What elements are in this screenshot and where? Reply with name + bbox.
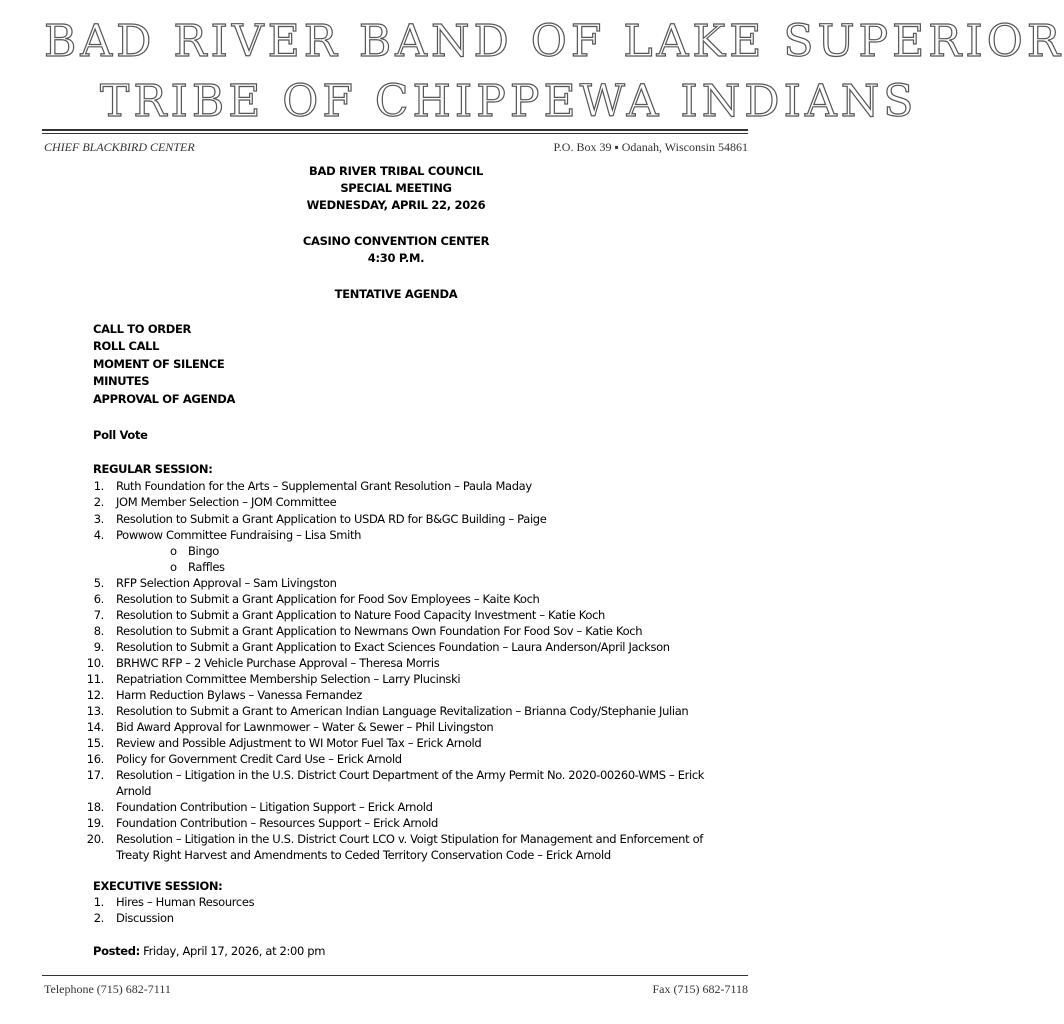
item-number: 2. [93, 911, 104, 925]
item-number: 19. [86, 816, 104, 830]
agenda-item: Powwow Committee Fundraising – Lisa Smith [116, 528, 362, 542]
agenda-item: Resolution to Submit a Grant Application to USDA RD for B&GC Building – Paige [116, 512, 547, 526]
agenda-item: Resolution to Submit a Grant Application for Food Sov Employees – Kaite Koch [116, 592, 540, 606]
item-number: 10. [86, 656, 104, 670]
item-number: 3. [93, 512, 104, 526]
agenda-item: Harm Reduction Bylaws – Vanessa Fernandez [116, 688, 362, 702]
executive-session-heading: EXECUTIVE SESSION: [93, 879, 223, 893]
executive-item: Discussion [116, 911, 174, 925]
meeting-date: WEDNESDAY, APRIL 22, 2026 [306, 198, 486, 212]
agenda-item: Resolution to Submit a Grant Application to Exact Sciences Foundation – Laura Anderson/April Jackson [116, 640, 670, 654]
item-number: 12. [86, 688, 104, 702]
agenda-item-continuation: Arnold [116, 784, 152, 798]
agenda-item: Repatriation Committee Membership Selection – Larry Plucinski [116, 672, 461, 686]
agenda-item: Policy for Government Credit Card Use – Erick Arnold [116, 752, 402, 766]
item-number: 7. [93, 608, 104, 622]
telephone: Telephone (715) 682-7111 [44, 982, 171, 996]
agenda-item: Resolution to Submit a Grant Application to Nature Food Capacity Investment – Katie Koch [116, 608, 605, 622]
item-number: 9. [93, 640, 104, 654]
item-number: 1. [93, 895, 104, 909]
sub-item-bingo: Bingo [188, 544, 219, 558]
letterhead-title-line2: TRIBE OF CHIPPEWA INDIANS [100, 76, 918, 127]
item-number: 18. [86, 800, 104, 814]
meeting-time: 4:30 P.M. [367, 251, 425, 265]
poll-vote: Poll Vote [93, 428, 148, 442]
regular-session-heading: REGULAR SESSION: [93, 462, 213, 476]
council-name: BAD RIVER TRIBAL COUNCIL [309, 164, 483, 178]
agenda-item: Foundation Contribution – Resources Support – Erick Arnold [116, 816, 438, 830]
opening-item: APPROVAL OF AGENDA [93, 392, 236, 406]
agenda-item: Ruth Foundation for the Arts – Supplemental Grant Resolution – Paula Maday [116, 479, 532, 493]
item-number: 6. [93, 592, 104, 606]
item-number: 15. [86, 736, 104, 750]
item-number: 20. [86, 832, 104, 846]
center-name: CHIEF BLACKBIRD CENTER [44, 140, 195, 154]
agenda-item: Foundation Contribution – Litigation Support – Erick Arnold [116, 800, 433, 814]
item-number: 13. [86, 704, 104, 718]
sub-bullet: o [170, 560, 177, 574]
item-number: 5. [93, 576, 104, 590]
meeting-location: CASINO CONVENTION CENTER [302, 234, 490, 248]
item-number: 1. [93, 479, 104, 493]
posted-label: Posted: [93, 944, 140, 958]
mailing-address: P.O. Box 39 ▪ Odanah, Wisconsin 54861 [553, 140, 748, 154]
agenda-item: Resolution to Submit a Grant Application to Newmans Own Foundation For Food Sov – Katie Koch [116, 624, 643, 638]
agenda-item: Bid Award Approval for Lawnmower – Water & Sewer – Phil Livingston [116, 720, 494, 734]
opening-item: MOMENT OF SILENCE [93, 357, 225, 371]
item-number: 14. [86, 720, 104, 734]
item-number: 11. [86, 672, 104, 686]
item-number: 2. [93, 495, 104, 509]
executive-item: Hires – Human Resources [116, 895, 255, 909]
opening-item: MINUTES [93, 374, 150, 388]
item-number: 17. [86, 768, 104, 782]
agenda-title: TENTATIVE AGENDA [334, 287, 458, 301]
item-number: 4. [93, 528, 104, 542]
opening-item: ROLL CALL [93, 339, 160, 353]
agenda-item: BRHWC RFP – 2 Vehicle Purchase Approval – Theresa Morris [116, 656, 440, 670]
item-number: 8. [93, 624, 104, 638]
posted-line [93, 944, 325, 958]
agenda-item: Resolution – Litigation in the U.S. District Court LCO v. Voigt Stipulation for Management and Enforcement of [116, 832, 703, 846]
opening-item: CALL TO ORDER [93, 322, 191, 336]
agenda-item: Resolution to Submit a Grant to American Indian Language Revitalization – Brianna Cody/Stephanie Julian [116, 704, 689, 718]
letterhead-title-line1: BAD RIVER BAND OF LAKE SUPERIOR [44, 16, 1064, 67]
footer-rule [42, 975, 748, 976]
agenda-item: JOM Member Selection – JOM Committee [116, 495, 337, 509]
sub-bullet: o [170, 544, 177, 558]
agenda-item: Resolution – Litigation in the U.S. District Court Department of the Army Permit No. 2020-00260-WMS – Erick [116, 768, 705, 782]
agenda-item-continuation: Treaty Right Harvest and Amendments to Ceded Territory Conservation Code – Erick Arnold [116, 848, 611, 862]
agenda-item: Review and Possible Adjustment to WI Motor Fuel Tax – Erick Arnold [116, 736, 482, 750]
agenda-item: RFP Selection Approval – Sam Livingston [116, 576, 337, 590]
header-rule-top [42, 129, 748, 131]
sub-item-raffles: Raffles [188, 560, 225, 574]
posted-date: Friday, April 17, 2026, at 2:00 pm [139, 944, 326, 958]
header-rule-bottom [42, 133, 748, 134]
fax: Fax (715) 682-7118 [652, 982, 748, 996]
item-number: 16. [86, 752, 104, 766]
meeting-type: SPECIAL MEETING [340, 181, 452, 195]
